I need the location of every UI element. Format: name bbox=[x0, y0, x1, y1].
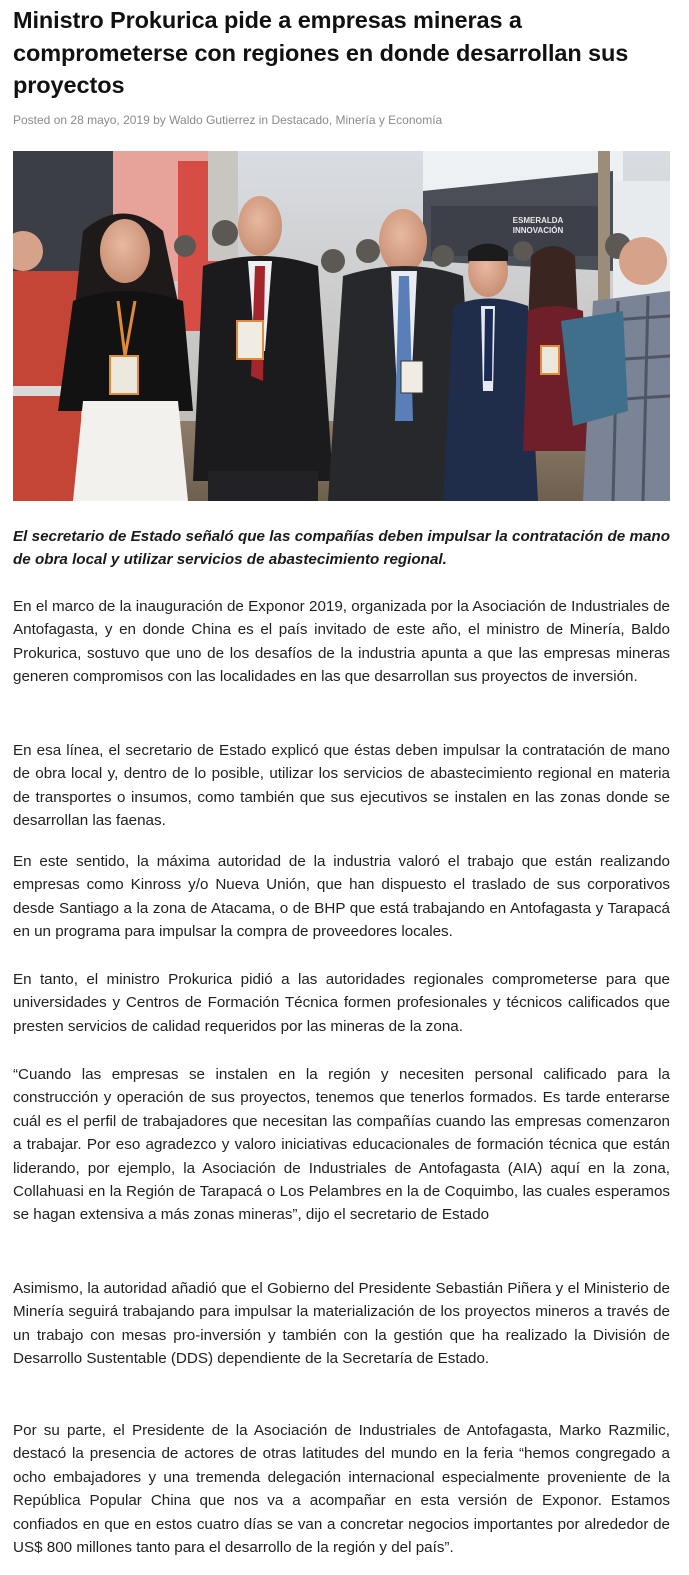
posted-on-label: Posted on bbox=[13, 112, 68, 127]
article-photo bbox=[13, 151, 670, 501]
author-link[interactable]: Waldo Gutierrez bbox=[169, 112, 256, 127]
category-link-mineria[interactable]: Minería y Economía bbox=[335, 112, 443, 127]
article-lead: El secretario de Estado señaló que las compañías deben impulsar la contratación de mano de obra local y utilizar servicios de abastecimiento regional. bbox=[13, 528, 670, 569]
category-link-destacado[interactable]: Destacado bbox=[271, 112, 329, 127]
by-label: by bbox=[153, 112, 166, 127]
photo-banner-text-1: ESMERALDA bbox=[512, 216, 564, 225]
article-paragraph-6: Asimismo, la autoridad añadió que el Gobierno del Presidente Sebastián Piñera y el Ministerio de Minería seguirá trabajando para impulsar la materialización de los proyectos mineros a través de un trabajo con mesas pro-inversión y también con la gestión que ha realizado la División de Desarrollo Sustentable (DDS) dependiente de la Secretaría de Estado. bbox=[13, 1280, 670, 1368]
article-paragraph-1: En el marco de la inauguración de Exponor 2019, organizada por la Asociación de Industriales de Antofagasta, y en donde China es el país invitado de este año, el ministro de Minería, Baldo Prokurica, sostuvo que uno de los desafíos de la industria apunta a que las empresas mineras generen compromisos con las localidades en las que desarrollan sus proyectos de inversión. bbox=[13, 598, 670, 686]
article-title: Ministro Prokurica pide a empresas mineras a comprometerse con regiones en donde desarrollan sus proyectos bbox=[13, 7, 629, 98]
category-separator: , bbox=[328, 112, 333, 127]
article bbox=[13, 0, 670, 1557]
post-meta bbox=[13, 112, 670, 128]
article-paragraph-3: En este sentido, la máxima autoridad de la industria valoró el trabajo que están realizando empresas como Kinross y/o Nueva Unión, que han dispuesto el traslado de sus corporativos desde Santiago a la zona de Atacama, o de BHP que está trabajando en Antofagasta y Tarapacá en un programa para impulsar la compra de proveedores locales. bbox=[13, 853, 670, 941]
photo-banner-text-2: INNOVACIÓN bbox=[512, 226, 564, 235]
article-paragraph-7: Por su parte, el Presidente de la Asociación de Industriales de Antofagasta, Marko Razmilic, destacó la presencia de actores de otras latitudes del mundo en la feria “hemos congregado a ocho embajadores y una tremenda delegación internacional especialmente proveniente de la República Popular China que nos va a acompañar en esta versión de Exponor. Estamos confiados en que en estos cuatro días se van a concretar negocios importantes por alrededor de US$ 800 millones tanto para el desarrollo de la región y del país”. bbox=[13, 1422, 670, 1557]
article-paragraph-4: En tanto, el ministro Prokurica pidió a las autoridades regionales comprometerse para que universidades y Centros de Formación Técnica formen profesionales y técnicos calificados que presten servicios de calidad requeridos por las mineras de la zona. bbox=[13, 971, 670, 1035]
article-paragraph-2: En esa línea, el secretario de Estado explicó que éstas deben impulsar la contratación de mano de obra local y, dentro de lo posible, utilizar los servicios de abastecimiento regional en materia de transportes o insumos, como también que sus ejecutivos se instalen en las zonas donde se desarrollan las faenas. bbox=[13, 742, 670, 830]
post-date-link[interactable]: 28 mayo, 2019 bbox=[70, 112, 150, 127]
in-label: in bbox=[258, 112, 269, 127]
article-paragraph-5: “Cuando las empresas se instalen en la región y necesiten personal calificado para la construcción y operación de sus proyectos, tenemos que tenerlos formados. Es tarde enterarse cuál es el perfil de trabajadores que necesitan las compañías cuando las empresas comenzaron a trabajar. Por eso agradezco y valoro iniciativas educacionales de formación técnica que están liderando, por ejemplo, la Asociación de Industriales de Antofagasta (AIA) aquí en la zona, Collahuasi en la Región de Tarapacá o Los Pelambres en la de Coquimbo, las cuales esperamos se hagan extensiva a más zonas mineras”, dijo el secretario de Estado bbox=[13, 1066, 670, 1224]
